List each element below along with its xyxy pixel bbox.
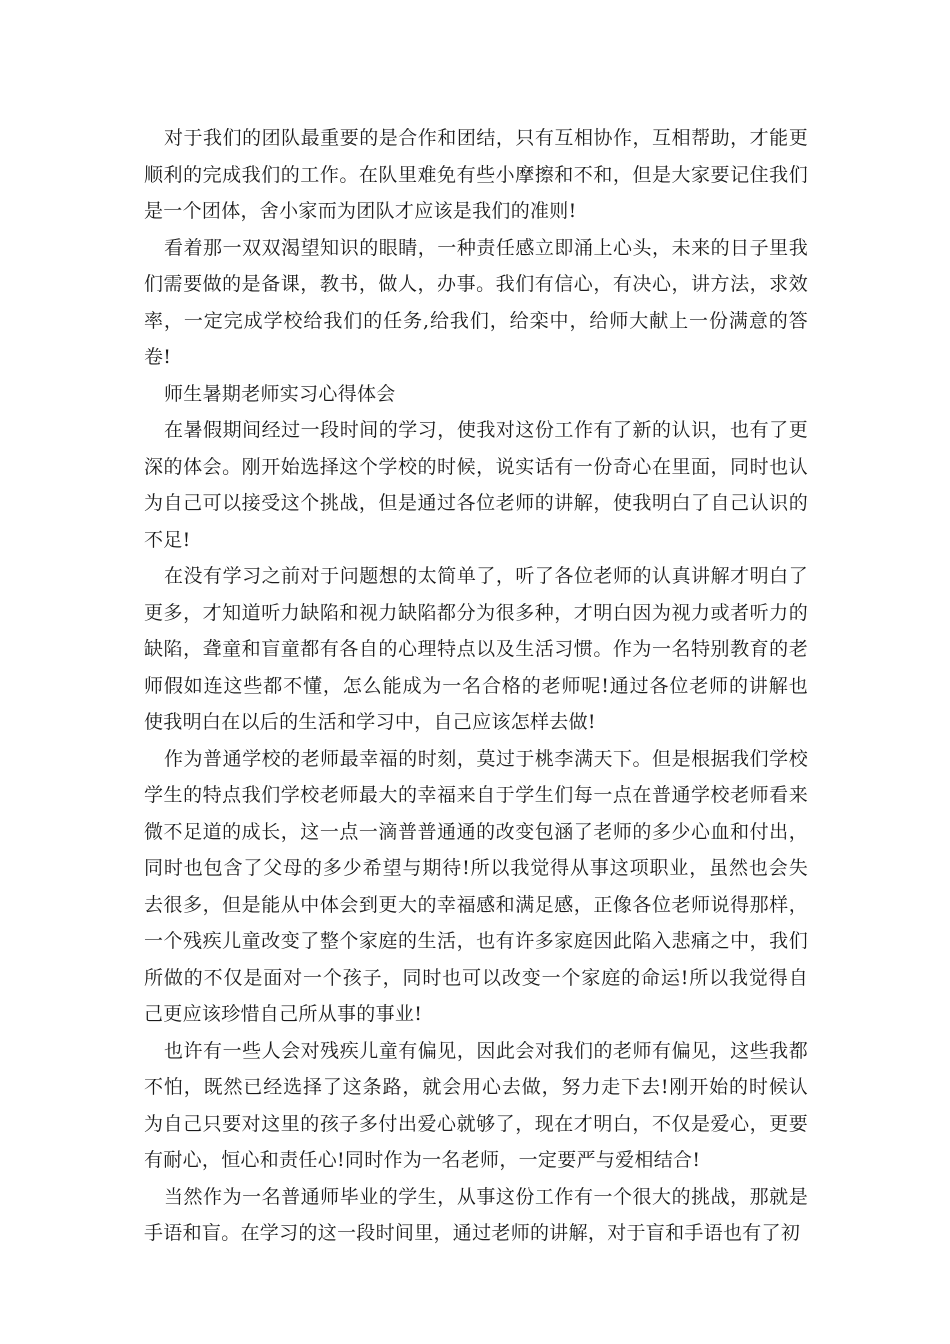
- paragraph-sign-language: 当然作为一名普通师毕业的学生，从事这份工作有一个很大的挑战，那就是手语和盲。在学习的这一段时间里，通过老师的讲解，对于盲和手语也有了初: [144, 1185, 808, 1244]
- paragraph-new-understanding: 在暑假期间经过一段时间的学习，使我对这份工作有了新的认识，也有了更深的体会。刚开始选择这个学校的时候，说实话有一份奇心在里面，同时也认为自己可以接受这个挑战，但是通过各位老师的讲解，使我明白了自己认识的不足!: [144, 419, 808, 551]
- paragraph-teamwork: 对于我们的团队最重要的是合作和团结，只有互相协作，互相帮助，才能更顺利的完成我们的工作。在队里难免有些小摩擦和不和，但是大家要记住我们是一个团体，舍小家而为团队才应该是我们的准则!: [144, 127, 808, 222]
- document-body: [144, 120, 808, 1252]
- paragraph-learning: 在没有学习之前对于问题想的太简单了，听了各位老师的认真讲解才明白了更多，才知道听力缺陷和视力缺陷都分为很多种，才明白因为视力或者听力的缺陷，聋童和盲童都有各自的心理特点以及生活习惯。作为一名特别教育的老师假如连这些都不懂，怎么能成为一名合格的老师呢!通过各位老师的讲解也使我明白在以后的生活和学习中，自己应该怎样去做!: [144, 565, 808, 733]
- paragraph-prejudice: 也许有一些人会对残疾儿童有偏见，因此会对我们的老师有偏见，这些我都不怕，既然已经选择了这条路，就会用心去做，努力走下去!刚开始的时候认为自己只要对这里的孩子多付出爱心就够了，现在才明白，不仅是爱心，更要有耐心，恒心和责任心!同时作为一名老师，一定要严与爱相结合!: [144, 1039, 808, 1171]
- paragraph-responsibility: 看着那一双双渴望知识的眼睛，一种责任感立即涌上心头，未来的日子里我们需要做的是备课，教书，做人，办事。我们有信心，有决心，讲方法，求效率，一定完成学校给我们的任务,给我们，给栾中，给师大献上一份满意的答卷!: [144, 236, 808, 368]
- section-title: 师生暑期老师实习心得体会: [164, 382, 396, 405]
- paragraph-happiness: 作为普通学校的老师最幸福的时刻，莫过于桃李满天下。但是根据我们学校学生的特点我们学校老师最大的幸福来自于学生们每一点在普通学校老师看来微不足道的成长，这一点一滴普普通通的改变包涵了老师的多少心血和付出，同时也包含了父母的多少希望与期待!所以我觉得从事这项职业，虽然也会失去很多，但是能从中体会到更大的幸福感和满足感，正像各位老师说得那样，一个残疾儿童改变了整个家庭的生活，也有许多家庭因此陷入悲痛之中，我们所做的不仅是面对一个孩子，同时也可以改变一个家庭的命运!所以我觉得自己更应该珍惜自己所从事的事业!: [144, 747, 808, 1025]
